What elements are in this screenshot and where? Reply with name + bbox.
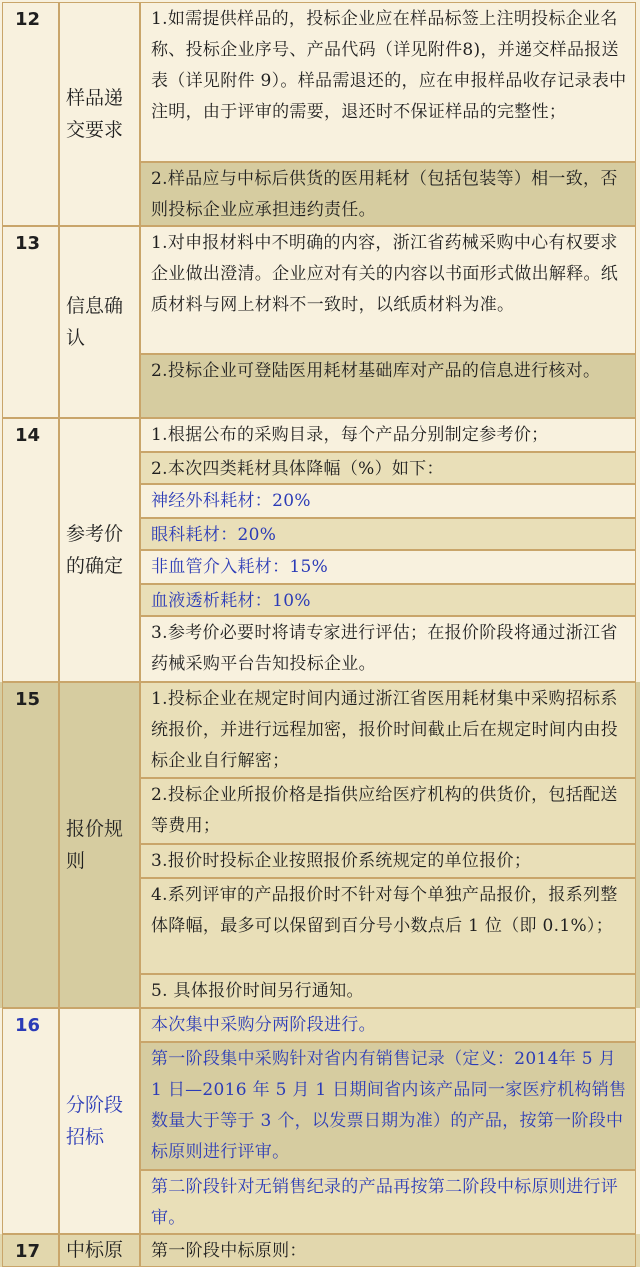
row-item: 3.报价时投标企业按照报价系统规定的单位报价； — [140, 844, 636, 878]
row-item: 血液透析耗材：10% — [140, 584, 636, 616]
row-item: 本次集中采购分两阶段进行。 — [140, 1008, 636, 1042]
row-item: 1.对申报材料中不明确的内容，浙江省药械采购中心有权要求企业做出澄清。企业应对有关的内容以书面形式做出解释。纸质材料与网上材料不一致时，以纸质材料为准。 — [140, 226, 636, 354]
row-title: 样品递交要求 — [58, 2, 140, 226]
table-row — [0, 1234, 640, 1267]
row-title: 信息确认 — [58, 226, 140, 418]
row-item: 2.投标企业可登陆医用耗材基础库对产品的信息进行核对。 — [140, 354, 636, 418]
table-row — [0, 418, 640, 682]
row-item: 1.根据公布的采购目录，每个产品分别制定参考价； — [140, 418, 636, 452]
table-row — [0, 1008, 640, 1234]
row-item: 1.如需提供样品的，投标企业应在样品标签上注明投标企业名称、投标企业序号、产品代码（详见附件8)，并递交样品报送表（详见附件 9）。样品需退还的，应在申报样品收存记录表中注明，由于评审的需要，退还时不保证样品的完整性； — [140, 2, 636, 162]
row-number: 14 — [2, 418, 60, 682]
row-title: 报价规则 — [58, 682, 140, 1008]
row-item: 3.参考价必要时将请专家进行评估；在报价阶段将通过浙江省药械采购平台告知投标企业。 — [140, 616, 636, 682]
table-row — [0, 2, 640, 226]
row-number: 17 — [2, 1234, 60, 1267]
row-item: 5. 具体报价时间另行通知。 — [140, 974, 636, 1008]
row-item: 4.系列评审的产品报价时不针对每个单独产品报价，报系列整体降幅，最多可以保留到百分号小数点后 1 位（即 0.1%）； — [140, 878, 636, 974]
row-title: 参考价的确定 — [58, 418, 140, 682]
row-item: 第一阶段中标原则： — [140, 1234, 636, 1267]
table-row — [0, 226, 640, 418]
row-number: 15 — [2, 682, 60, 1008]
row-item: 神经外科耗材：20% — [140, 484, 636, 518]
row-item: 2.投标企业所报价格是指供应给医疗机构的供货价，包括配送等费用； — [140, 778, 636, 844]
table-row — [0, 682, 640, 1008]
row-number: 12 — [2, 2, 60, 226]
row-item: 第一阶段集中采购针对省内有销售记录（定义：2014年 5 月 1 日—2016 年 5 月 1 日期间省内该产品同一家医疗机构销售数量大于等于 3 个，以发票日期为准）的产品，按第一阶段中标原则进行评审。 — [140, 1042, 636, 1170]
row-number: 13 — [2, 226, 60, 418]
row-item: 第二阶段针对无销售纪录的产品再按第二阶段中标原则进行评审。 — [140, 1170, 636, 1234]
row-title: 分阶段招标 — [58, 1008, 140, 1234]
row-item: 2.本次四类耗材具体降幅（%）如下： — [140, 452, 636, 484]
row-item: 1.投标企业在规定时间内通过浙江省医用耗材集中采购招标系统报价，并进行远程加密，报价时间截止后在规定时间内由投标企业自行解密； — [140, 682, 636, 778]
row-number: 16 — [2, 1008, 60, 1234]
row-item: 非血管介入耗材：15% — [140, 550, 636, 584]
row-title: 中标原 — [58, 1234, 140, 1267]
row-item: 眼科耗材：20% — [140, 518, 636, 550]
row-item: 2.样品应与中标后供货的医用耗材（包括包装等）相一致，否则投标企业应承担违约责任。 — [140, 162, 636, 226]
